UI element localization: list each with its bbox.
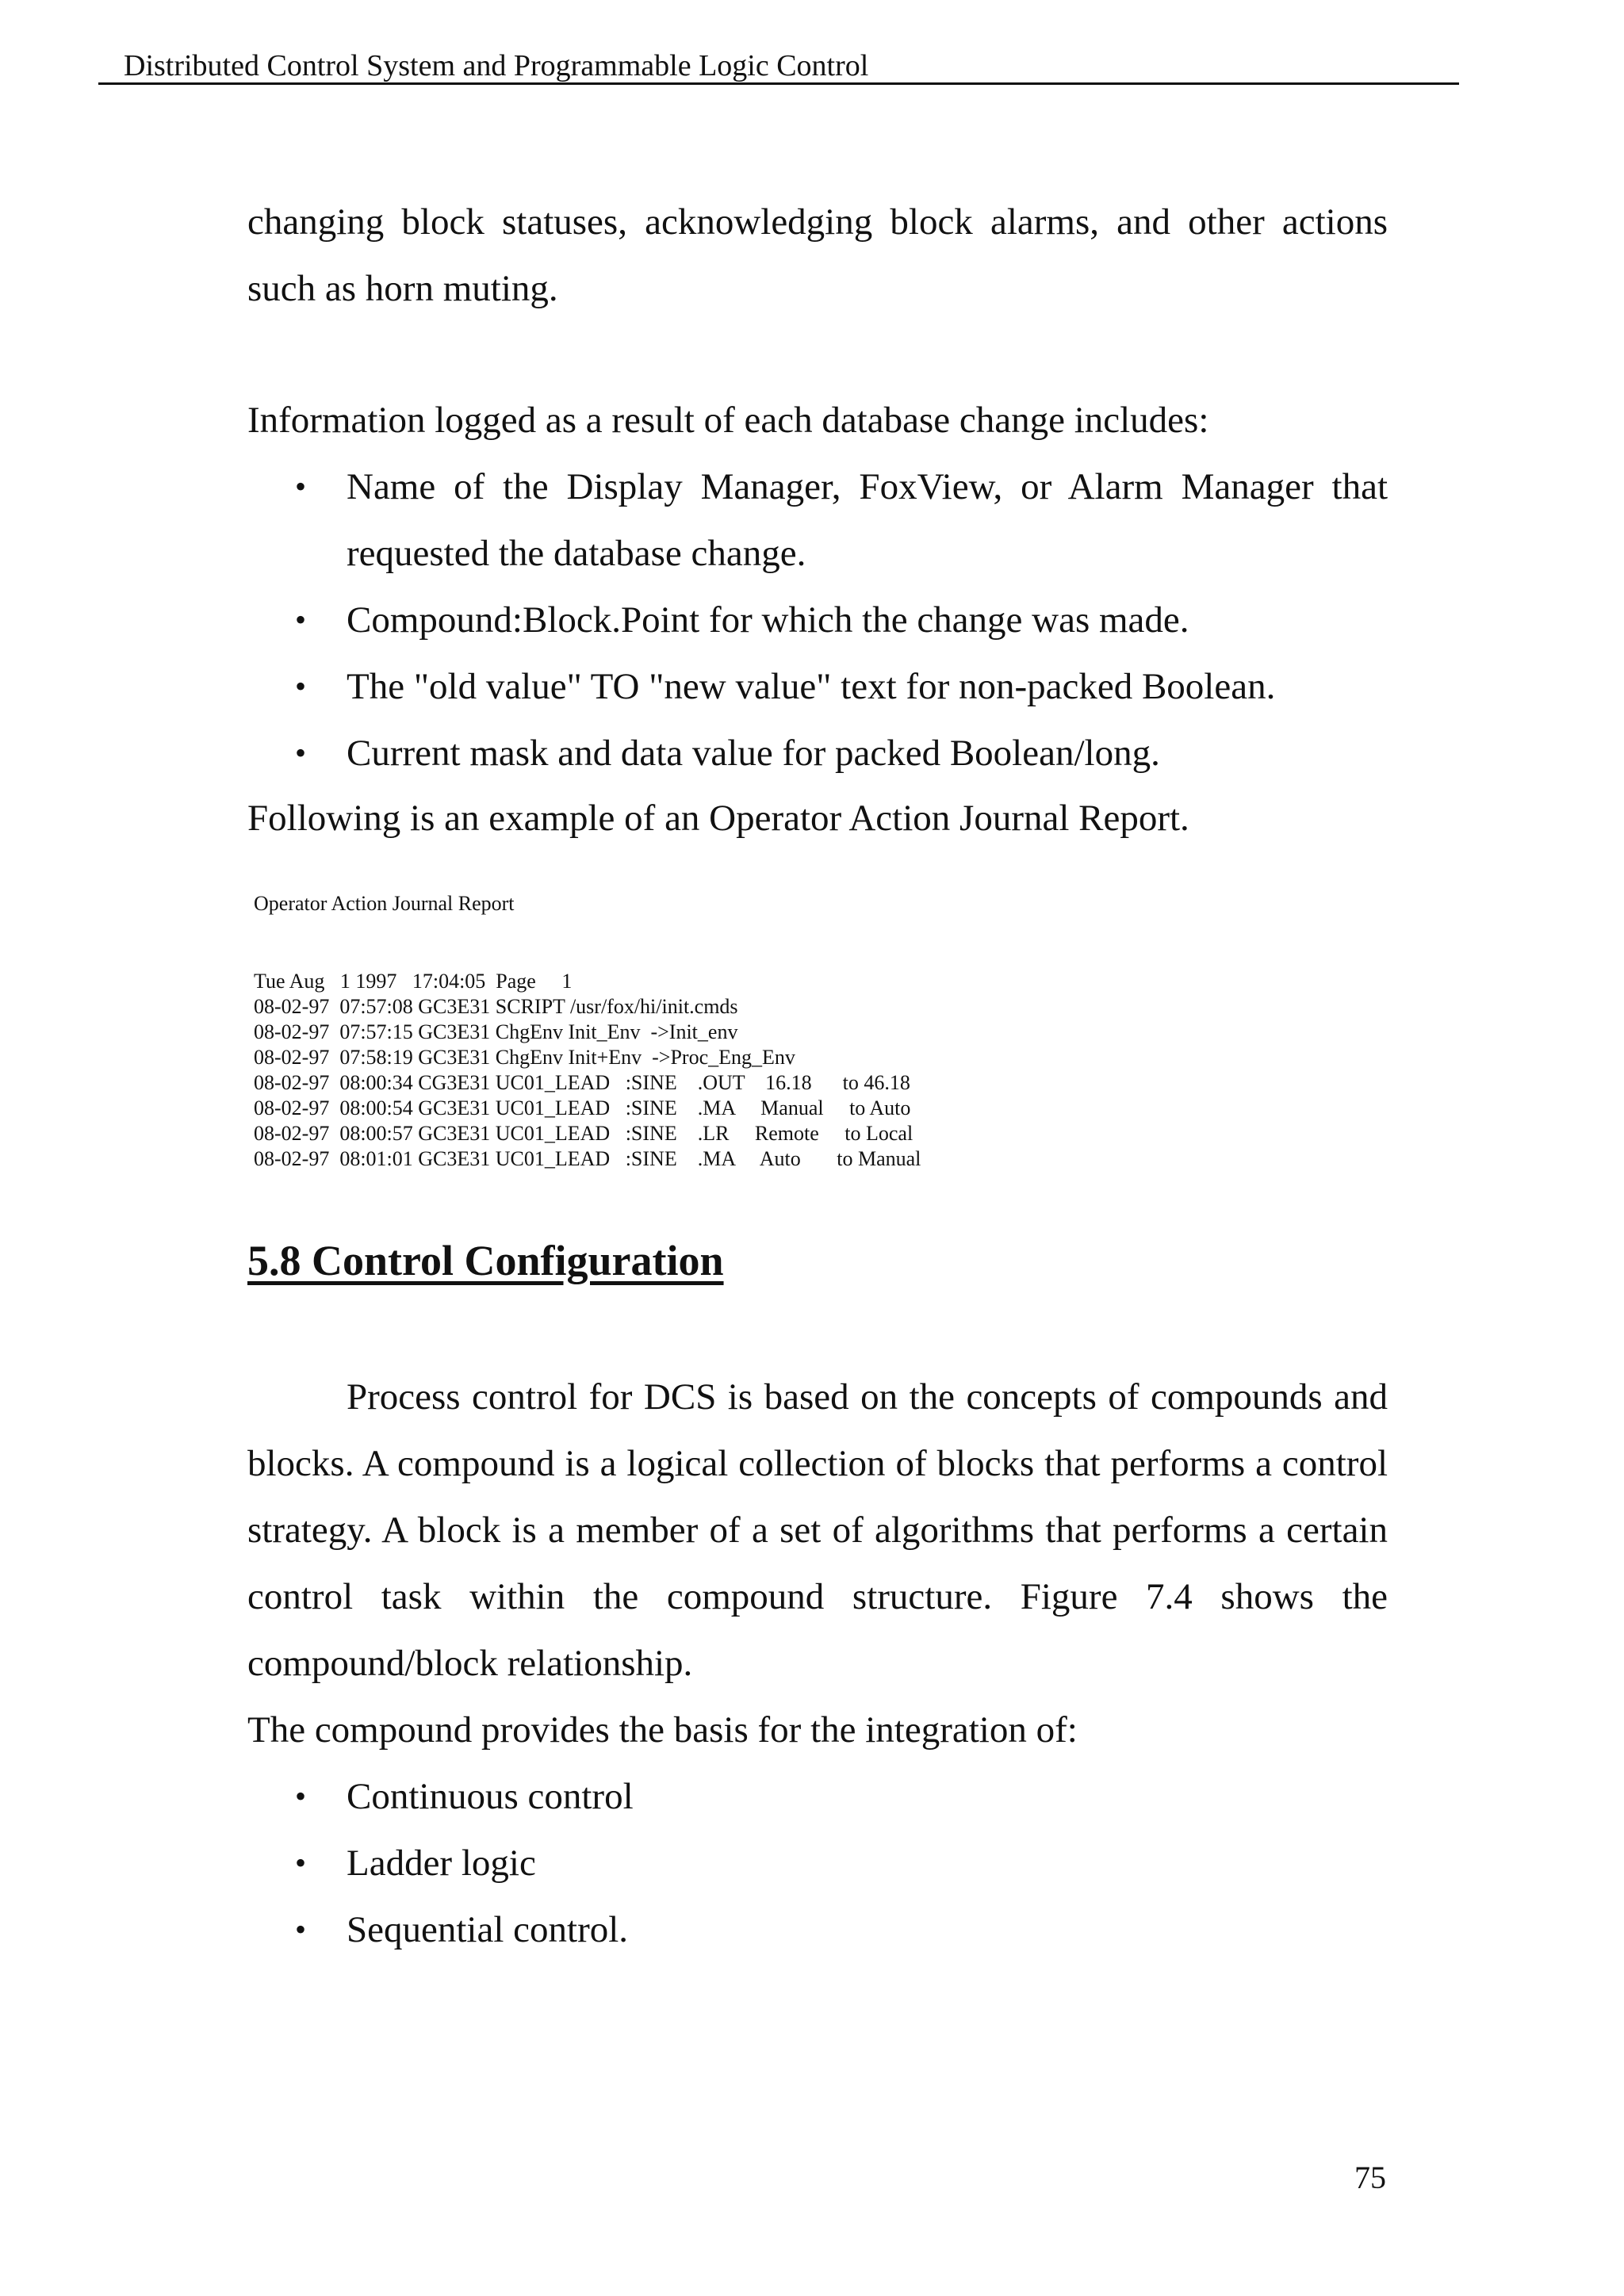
bullet-dot-icon: • [295,1911,307,1947]
list-item-text: Compound:Block.Point for which the change was made. [347,599,1189,641]
report-title: Operator Action Journal Report [254,892,515,915]
bullet-dot-icon: • [295,602,307,637]
report-line: Tue Aug 1 1997 17:04:05 Page 1 [254,970,573,993]
intro-paragraph: changing block statuses, acknowledging block alarms, and other actions such as horn muting. [247,201,1388,309]
list-item-text: Continuous control [347,1776,634,1817]
list-item [247,587,1388,653]
list-item [247,1896,1388,1963]
report-line: 08-02-97 08:00:34 CG3E31 UC01_LEAD :SINE .OUT 16.18 to 46.18 [254,1071,910,1094]
report-line: 08-02-97 07:57:08 GC3E31 SCRIPT /usr/fox/hi/init.cmds [254,995,738,1018]
list-item-text: Name of the Display Manager, FoxView, or Alarm Manager that requested the database change. [347,466,1388,574]
list-item [247,453,1388,587]
bullet-dot-icon: • [295,668,307,704]
list-item-text: Ladder logic [347,1843,536,1884]
section-heading: 5.8 Control Configuration [247,1237,724,1284]
running-title: Distributed Control System and Programmable Logic Control [124,49,869,82]
logging-intro: Information logged as a result of each database change includes: [247,400,1209,441]
list-item [247,1830,1388,1896]
section-paragraph: Process control for DCS is based on the concepts of compounds and blocks. A compound is a logical collection of blocks that performs a control strategy. A block is a member of a set of algorithms that performs a certain control task within the compound structure. Figure 7.4 shows the compound/block relationship. [247,1376,1388,1684]
list-item-text: The "old value" TO "new value" text for non-packed Boolean. [347,666,1276,707]
report-line: 08-02-97 07:58:19 GC3E31 ChgEnv Init+Env ->Proc_Eng_Env [254,1046,795,1069]
list-item-text: Sequential control. [347,1909,629,1950]
page-header [98,46,1459,85]
list-item [247,653,1388,720]
integration-intro: The compound provides the basis for the integration of: [247,1709,1078,1751]
integration-items-list [247,1763,1388,1963]
list-item [247,1763,1388,1830]
bullet-dot-icon: • [295,735,307,771]
report-line: 08-02-97 08:00:54 GC3E31 UC01_LEAD :SINE .MA Manual to Auto [254,1096,911,1119]
report-line: 08-02-97 08:01:01 GC3E31 UC01_LEAD :SINE .MA Auto to Manual [254,1147,921,1170]
list-item [247,720,1388,786]
page-number: 75 [1354,2160,1386,2195]
bullet-dot-icon: • [295,1845,307,1881]
bullet-dot-icon: • [295,469,307,504]
list-item-text: Current mask and data value for packed Boolean/long. [347,733,1160,774]
report-line: 08-02-97 08:00:57 GC3E31 UC01_LEAD :SINE .LR Remote to Local [254,1122,914,1145]
report-line: 08-02-97 07:57:15 GC3E31 ChgEnv Init_Env ->Init_env [254,1020,738,1043]
bullet-dot-icon: • [295,1778,307,1814]
logged-items-list [247,453,1388,786]
example-intro: Following is an example of an Operator Action Journal Report. [247,798,1189,839]
report-log [254,969,921,1172]
